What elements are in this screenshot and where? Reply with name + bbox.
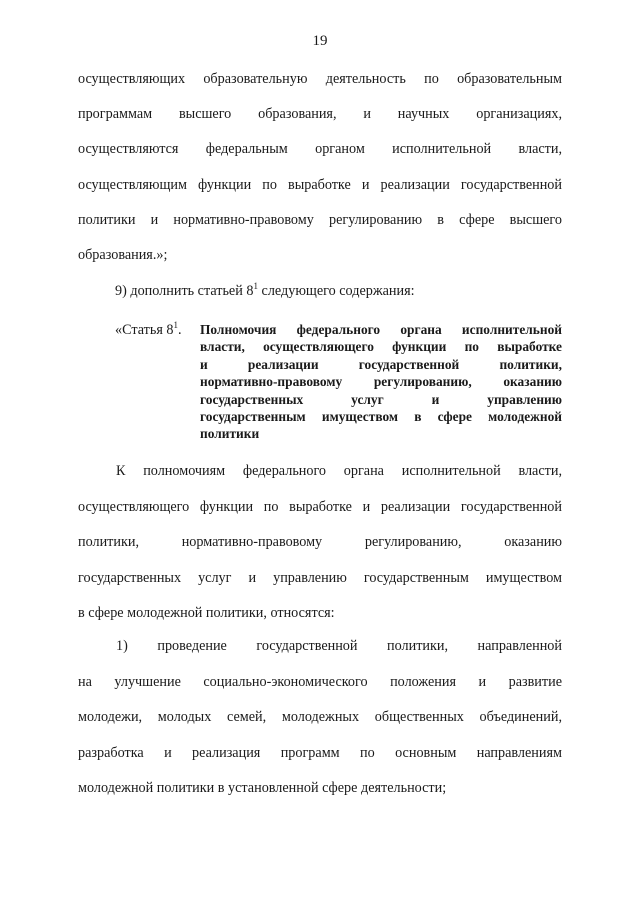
article-title-line: власти, осуществляющего функции по выработке (200, 339, 562, 355)
text-line: молодежи, молодых семей, молодежных общественных объединений, (78, 709, 562, 725)
text-line: на улучшение социально-экономического положения и развитие (78, 673, 562, 690)
text-line: молодежной политики в установленной сфере деятельности; (78, 780, 447, 796)
item9-text: 9) дополнить статьей 8 (115, 283, 254, 299)
article-title-line: Полномочия федерального органа исполнительной (200, 322, 562, 337)
paragraph-powers-intro (78, 462, 562, 640)
amendment-item-9 (115, 282, 415, 301)
item9-superscript: 1 (253, 281, 258, 291)
paragraph-continuation (78, 70, 562, 281)
paragraph-item-1 (78, 637, 562, 815)
text-line: осуществляющим функции по выработке и реализации государственной (78, 176, 562, 193)
article-title-line: государственным имуществом в сфере молодежной (200, 408, 562, 424)
text-line: в сфере молодежной политики, относятся: (78, 605, 335, 621)
text-line: образования.»; (78, 246, 168, 263)
text-line: осуществляются федеральным органом исполнительной власти, (78, 141, 562, 158)
text-line: К полномочиям федерального органа исполнительной власти, (116, 463, 562, 479)
article-label-dot: . (178, 322, 182, 338)
item9-rest: следующего содержания: (257, 283, 415, 299)
text-line: программам высшего образования, и научных организациях, (78, 106, 562, 123)
article-title-line: нормативно-правовому регулированию, оказанию (200, 374, 562, 390)
article-superscript: 1 (173, 320, 179, 330)
article-title-line: и реализации государственной политики, (200, 356, 562, 372)
article-title (200, 321, 562, 443)
text-line: государственных услуг и управлению государственным имуществом (78, 569, 562, 586)
article-label-text: «Статья 8 (115, 322, 174, 338)
text-line: 1) проведение государственной политики, направленной (116, 638, 562, 654)
text-line: осуществляющего функции по выработке и реализации государственной (78, 498, 562, 515)
page-number: 19 (312, 33, 328, 49)
article-title-line: политики (200, 426, 260, 442)
article-label (115, 321, 182, 339)
text-line: разработка и реализация программ по основным направлениям (78, 744, 562, 761)
text-line: осуществляющих образовательную деятельность по образовательным (78, 71, 562, 87)
text-line: политики и нормативно-правовому регулированию в сфере высшего (78, 211, 562, 228)
text-line: политики, нормативно-правовому регулированию, оказанию (78, 534, 562, 550)
article-title-line: государственных услуг и управлению (200, 391, 562, 407)
